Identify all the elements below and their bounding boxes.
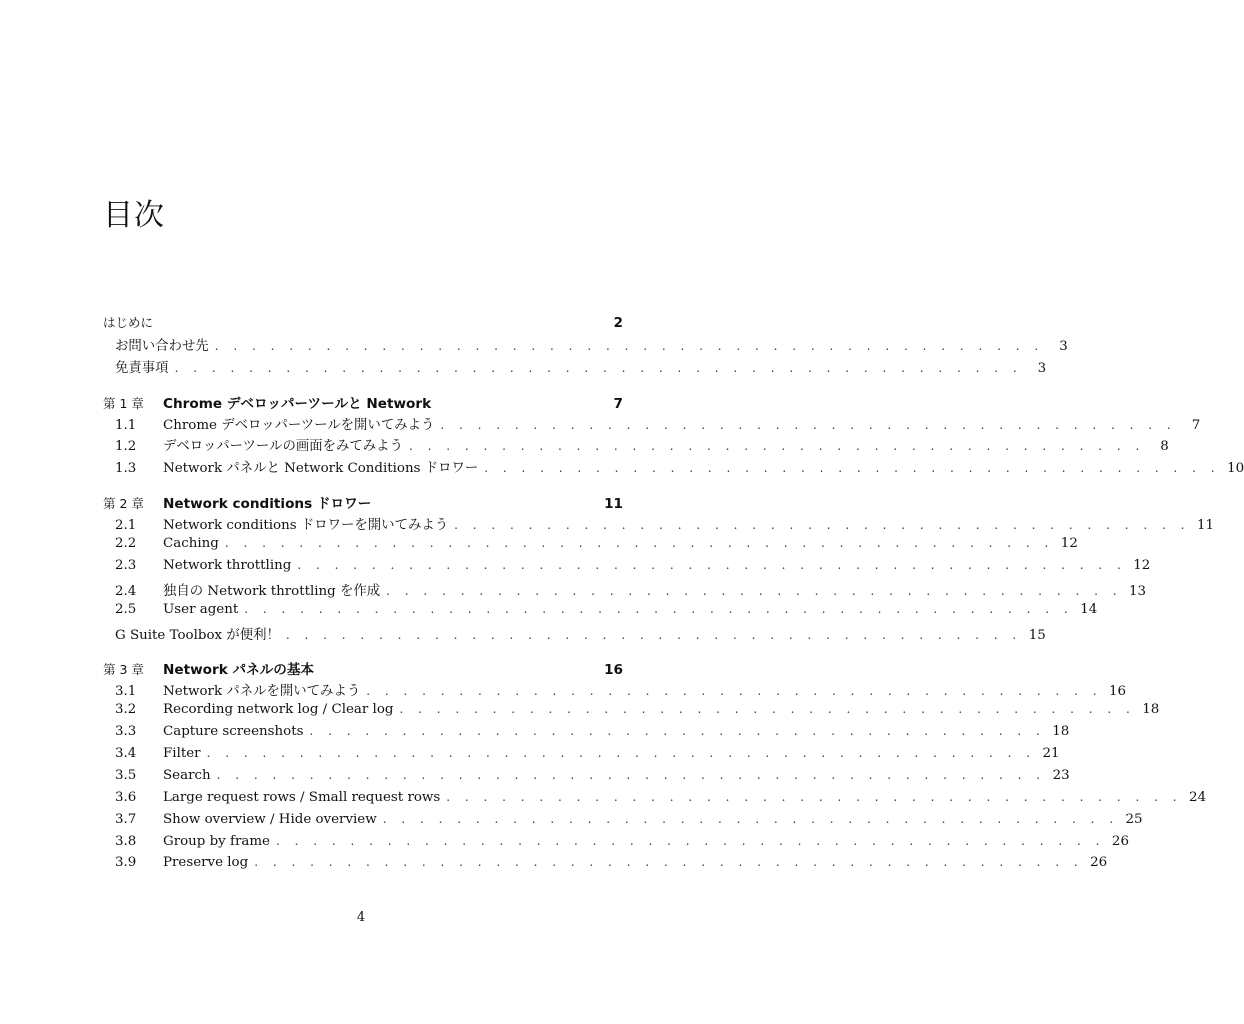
section-page: 18: [1142, 702, 1160, 718]
chapter-title: Chrome デベロッパーツールと Network: [163, 395, 432, 412]
section-title: Large request rows / Small request rows: [163, 789, 441, 805]
section-number: 2.2: [115, 536, 137, 552]
section-number: 3.4: [115, 746, 137, 762]
toc-leader-dots: . . . . . . . . . . . . . . . . . . . . . . . . . . . . . . . . . . . . . . . . . . . . .: [206, 746, 1036, 761]
toc-section[interactable]: [103, 724, 1070, 746]
section-number: 2.4: [115, 583, 137, 599]
section-number: 3.6: [115, 789, 137, 805]
toc-leader-dots: . . . . . . . . . . . . . . . . . . . . . . . . . . . . . . . . . . . . . . . .: [382, 811, 1119, 826]
section-title: Show overview / Hide overview: [163, 811, 377, 827]
section-number: 1.1: [115, 417, 137, 433]
toc-section[interactable]: [103, 414, 1201, 436]
section-title: Chrome デベロッパーツールを開いてみよう: [163, 417, 435, 433]
toc-section[interactable]: [103, 746, 1060, 768]
toc-leader-dots: . . . . . . . . . . . . . . . . . . . . . . . . . . . . . . . . . . . . . . . .: [309, 724, 1046, 739]
table-of-contents: [103, 313, 1244, 877]
section-title: 独自の Network throttling を作成: [163, 583, 381, 599]
section-title: Search: [163, 767, 211, 783]
page-number: 4: [356, 910, 366, 925]
chapter-number: 第 1 章: [103, 395, 144, 411]
toc-entry[interactable]: [103, 357, 1047, 379]
section-number: 2.1: [115, 518, 137, 534]
section-title: Preserve log: [163, 855, 249, 871]
section-title: Network throttling: [163, 557, 292, 573]
section-number: 1.3: [115, 461, 137, 477]
toc-leader-dots: . . . . . . . . . . . . . . . . . . . . . . . . . . . . . . . . . . . . . . . . . . . . . .: [174, 360, 1023, 375]
section-page: 21: [1042, 746, 1060, 762]
chapter-page: 7: [613, 395, 623, 412]
toc-leader-dots: . . . . . . . . . . . . . . . . . . . . . . . . . . . . . . . . . . . . . . . .: [366, 684, 1103, 699]
toc-section[interactable]: [103, 855, 1108, 877]
section-page: 16: [1109, 684, 1127, 700]
toc-leader-dots: . . . . . . . . . . . . . . . . . . . . . . . . . . . . . . . . . . . . . . . .: [399, 702, 1136, 717]
toc-entry-intro[interactable]: [103, 313, 623, 335]
toc-leader-dots: . . . . . . . . . . . . . . . . . . . . . . . . . . . . . . . . . . . . . . . . . . . . .: [244, 601, 1074, 616]
section-number: 3.8: [115, 833, 137, 849]
toc-entry-page: 15: [1028, 627, 1046, 643]
toc-section[interactable]: [103, 702, 1160, 724]
section-title: Network パネルと Network Conditions ドロワー: [163, 461, 479, 477]
toc-leader-dots: . . . . . . . . . . . . . . . . . . . . . . . . . . . . . . . . . . . . . . . . . . . . .: [275, 833, 1105, 848]
section-page: 12: [1060, 536, 1078, 552]
chapter-page: 16: [604, 662, 623, 679]
section-page: 11: [1196, 518, 1214, 534]
toc-section[interactable]: [103, 767, 1070, 790]
toc-section[interactable]: [103, 601, 1098, 624]
section-page: 14: [1080, 601, 1098, 617]
toc-leader-dots: . . . . . . . . . . . . . . . . . . . . . . . . . . . . . . . . . . . . . . . . . . . . .: [216, 767, 1046, 782]
toc-leader-dots: . . . . . . . . . . . . . . . . . . . . . . . . . . . . . . . . . . . . . . . .: [285, 627, 1022, 642]
toc-section[interactable]: [103, 514, 1214, 536]
section-title: Network conditions ドロワーを開いてみよう: [163, 518, 449, 534]
chapter-title: Network conditions ドロワー: [163, 496, 372, 513]
chapter-number: 第 2 章: [103, 496, 144, 512]
section-page: 7: [1191, 417, 1201, 433]
section-number: 3.3: [115, 724, 137, 740]
section-number: 1.2: [115, 439, 137, 455]
section-page: 24: [1189, 789, 1207, 805]
toc-leader-dots: . . . . . . . . . . . . . . . . . . . . . . . . . . . . . . . . . . . . . . . . . . . . .: [224, 536, 1054, 551]
section-page: 23: [1052, 767, 1070, 783]
section-page: 12: [1133, 557, 1151, 573]
toc-section[interactable]: [103, 557, 1151, 580]
section-page: 26: [1090, 855, 1108, 871]
section-page: 25: [1125, 811, 1143, 827]
section-page: 26: [1111, 833, 1129, 849]
toc-leader-dots: . . . . . . . . . . . . . . . . . . . . . . . . . . . . . . . . . . . . . . . .: [386, 583, 1123, 598]
toc-chapter-2[interactable]: [103, 492, 623, 514]
toc-leader-dots: . . . . . . . . . . . . . . . . . . . . . . . . . . . . . . . . . . . . . . . . . . . . .: [214, 338, 1044, 353]
section-number: 3.5: [115, 767, 137, 783]
toc-entry-page: 2: [613, 316, 623, 331]
section-title: User agent: [163, 601, 239, 617]
section-title: Group by frame: [163, 833, 270, 849]
toc-leader-dots: . . . . . . . . . . . . . . . . . . . . . . . . . . . . . . . . . . . . . . . .: [446, 789, 1183, 804]
toc-leader-dots: . . . . . . . . . . . . . . . . . . . . . . . . . . . . . . . . . . . . . . . .: [484, 461, 1221, 476]
section-page: 18: [1052, 724, 1070, 740]
toc-leader-dots: . . . . . . . . . . . . . . . . . . . . . . . . . . . . . . . . . . . . . . . .: [408, 439, 1145, 454]
section-page: 8: [1160, 439, 1169, 455]
section-title: Recording network log / Clear log: [163, 702, 394, 718]
toc-leader-dots: . . . . . . . . . . . . . . . . . . . . . . . . . . . . . . . . . . . . . . . . . . . . .: [254, 855, 1084, 870]
section-number: 3.1: [115, 684, 137, 700]
chapter-title: Network パネルの基本: [163, 662, 315, 679]
section-title: デベロッパーツールの画面をみてみよう: [163, 439, 403, 455]
chapter-page: 11: [604, 496, 623, 513]
section-page: 10: [1227, 461, 1244, 477]
toc-entry[interactable]: [103, 624, 1046, 646]
toc-entry-page: 3: [1037, 360, 1047, 376]
section-title: Filter: [163, 746, 201, 762]
toc-chapter-3[interactable]: [103, 658, 623, 680]
toc-section[interactable]: [103, 435, 1169, 457]
toc-chapter-1[interactable]: [103, 392, 623, 414]
toc-section[interactable]: [103, 833, 1129, 856]
toc-section[interactable]: [103, 457, 1244, 479]
section-title: Caching: [163, 536, 219, 552]
section-number: 2.5: [115, 601, 137, 617]
toc-section[interactable]: [103, 680, 1127, 702]
toc-leader-dots: . . . . . . . . . . . . . . . . . . . . . . . . . . . . . . . . . . . . . . . .: [454, 518, 1190, 533]
section-number: 2.3: [115, 557, 137, 573]
toc-entry-title: 免責事項: [115, 360, 169, 376]
toc-entry-page: 3: [1059, 338, 1068, 354]
chapter-number: 第 3 章: [103, 662, 144, 678]
toc-entry-title: はじめに: [103, 315, 154, 330]
toc-leader-dots: . . . . . . . . . . . . . . . . . . . . . . . . . . . . . . . . . . . . . . . . . . . . .: [297, 557, 1127, 572]
section-number: 3.2: [115, 702, 137, 718]
section-page: 13: [1128, 583, 1147, 599]
section-number: 3.7: [115, 811, 137, 827]
toc-section[interactable]: [103, 536, 1078, 558]
toc-leader-dots: . . . . . . . . . . . . . . . . . . . . . . . . . . . . . . . . . . . . . . . .: [440, 417, 1177, 432]
toc-section[interactable]: [103, 580, 1147, 602]
toc-entry[interactable]: [103, 335, 1068, 357]
toc-section[interactable]: [103, 789, 1207, 812]
section-title: Capture screenshots: [163, 724, 304, 740]
toc-entry-title: G Suite Toolbox が便利！: [115, 627, 280, 643]
section-title: Network パネルを開いてみよう: [163, 684, 361, 700]
page-title: 目次: [103, 198, 165, 233]
toc-section[interactable]: [103, 811, 1143, 834]
section-number: 3.9: [115, 855, 137, 871]
toc-entry-title: お問い合わせ先: [115, 338, 209, 354]
